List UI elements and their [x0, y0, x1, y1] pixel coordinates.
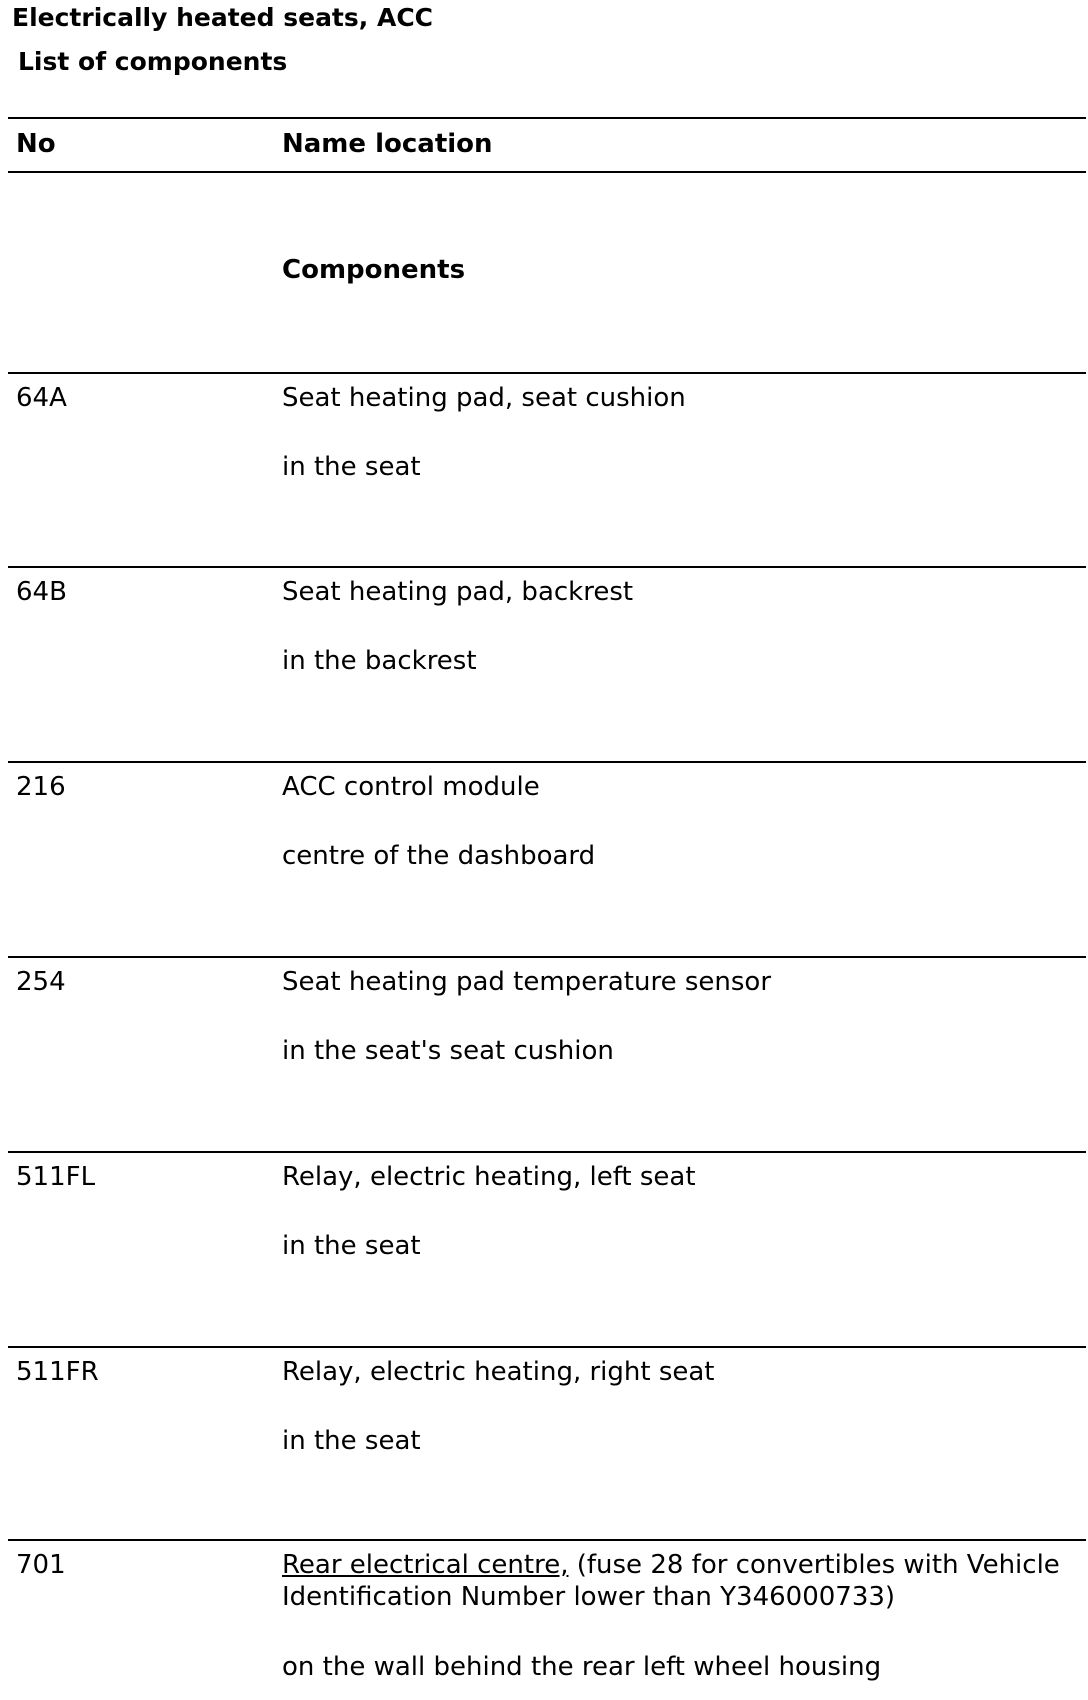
document-title: Electrically heated seats, ACC — [12, 3, 434, 32]
row-location: on the wall behind the rear left wheel housing — [282, 1652, 882, 1682]
row-no: 64A — [16, 383, 67, 413]
row-name: Seat heating pad temperature sensor — [282, 967, 772, 997]
table-top-rule — [8, 117, 1086, 119]
row-no: 511FR — [16, 1357, 99, 1387]
header-bottom-rule — [8, 171, 1086, 173]
row-no: 254 — [16, 967, 66, 997]
row-divider — [8, 761, 1086, 763]
row-name: Relay, electric heating, right seat — [282, 1357, 715, 1387]
row-location: in the seat — [282, 452, 421, 482]
row-location: centre of the dashboard — [282, 841, 596, 871]
row-location: in the seat — [282, 1426, 421, 1456]
header-no: No — [16, 129, 56, 159]
row-divider — [8, 956, 1086, 958]
row-name: Seat heating pad, seat cushion — [282, 383, 686, 413]
row-no: 64B — [16, 577, 67, 607]
row-no: 511FL — [16, 1162, 96, 1192]
rear-electrical-centre-link[interactable]: Rear electrical centre, — [282, 1550, 569, 1580]
document-subtitle: List of components — [18, 47, 288, 76]
row-name — [282, 1549, 1072, 1613]
row-divider — [8, 1151, 1086, 1153]
row-divider — [8, 1346, 1086, 1348]
row-name: Relay, electric heating, left seat — [282, 1162, 696, 1192]
row-no: 216 — [16, 772, 66, 802]
header-name-location: Name location — [282, 129, 493, 159]
row-divider — [8, 1539, 1086, 1541]
row-location: in the backrest — [282, 646, 477, 676]
row-name-continuation: (fuse 28 for convertibles with Vehicle Identification Number lower than Y346000733) — [282, 1550, 1060, 1612]
row-divider — [8, 566, 1086, 568]
row-divider — [8, 372, 1086, 374]
section-heading-components: Components — [282, 255, 466, 285]
row-name: Seat heating pad, backrest — [282, 577, 634, 607]
row-no: 701 — [16, 1550, 66, 1580]
row-name: ACC control module — [282, 772, 540, 802]
row-location: in the seat — [282, 1231, 421, 1261]
row-location: in the seat's seat cushion — [282, 1036, 614, 1066]
